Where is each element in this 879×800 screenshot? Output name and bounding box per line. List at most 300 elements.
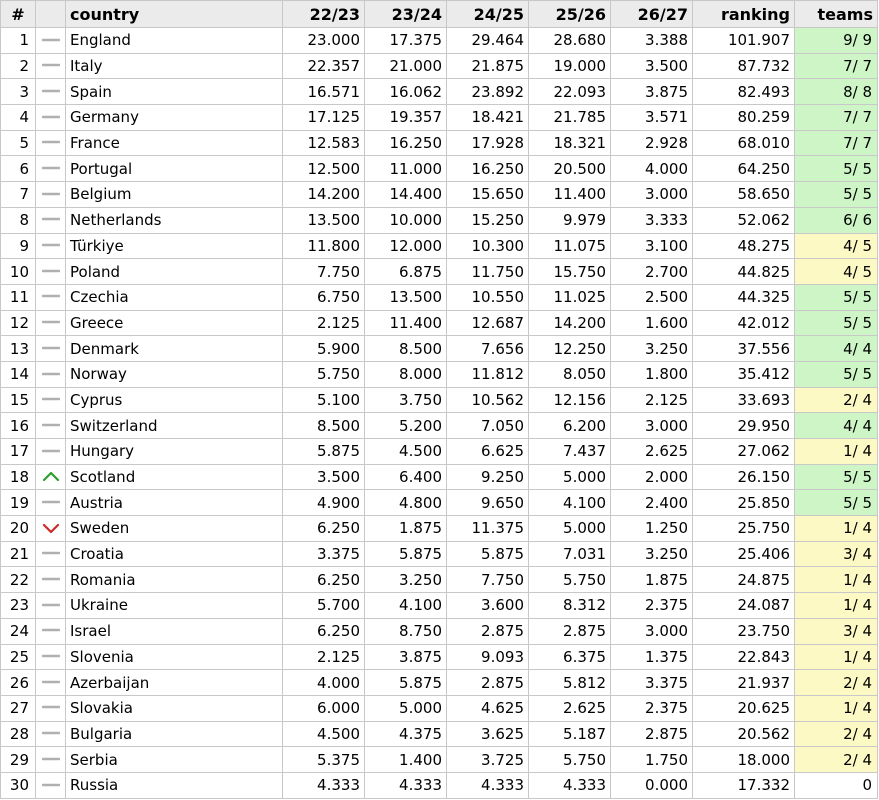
teams-cell: 7/ 7 [795, 53, 878, 79]
season-23-24-cell: 12.000 [365, 233, 447, 259]
season-26-27-cell: 0.000 [611, 772, 693, 798]
teams-cell: 8/ 8 [795, 79, 878, 105]
season-26-27-cell: 3.375 [611, 670, 693, 696]
country-cell: Greece [66, 310, 283, 336]
season-22-23-cell: 5.100 [283, 387, 365, 413]
rank-cell: 6 [1, 156, 36, 182]
trend-cell [36, 28, 66, 54]
season-26-27-cell: 2.500 [611, 284, 693, 310]
country-cell: Bulgaria [66, 721, 283, 747]
season-23-24-cell: 8.000 [365, 361, 447, 387]
season-22-23-cell: 14.200 [283, 182, 365, 208]
season-23-24-cell: 3.875 [365, 644, 447, 670]
trend-cell [36, 79, 66, 105]
rank-cell: 16 [1, 413, 36, 439]
table-row [1, 695, 878, 721]
season-25-26-cell: 6.375 [529, 644, 611, 670]
season-24-25-cell: 10.562 [447, 387, 529, 413]
season-24-25-cell: 9.250 [447, 464, 529, 490]
trend-cell [36, 644, 66, 670]
season-24-25-cell: 16.250 [447, 156, 529, 182]
trend-unchanged-icon [42, 57, 60, 75]
teams-cell: 5/ 5 [795, 284, 878, 310]
season-24-25-cell: 10.300 [447, 233, 529, 259]
season-22-23-cell: 6.000 [283, 695, 365, 721]
table-row [1, 413, 878, 439]
season-25-26-cell: 11.400 [529, 182, 611, 208]
season-26-27-cell: 2.000 [611, 464, 693, 490]
season-24-25-cell: 4.333 [447, 772, 529, 798]
trend-cell [36, 464, 66, 490]
country-cell: France [66, 130, 283, 156]
season-22-23-cell: 4.900 [283, 490, 365, 516]
trend-cell [36, 618, 66, 644]
table-row [1, 670, 878, 696]
ranking-cell: 25.750 [693, 516, 795, 542]
season-24-25-cell: 15.650 [447, 182, 529, 208]
header-rank[interactable]: # [1, 1, 36, 28]
trend-cell [36, 721, 66, 747]
trend-down-icon [42, 520, 60, 538]
trend-cell [36, 772, 66, 798]
trend-unchanged-icon [42, 211, 60, 229]
country-cell: Norway [66, 361, 283, 387]
season-25-26-cell: 8.312 [529, 593, 611, 619]
country-cell: Poland [66, 259, 283, 285]
rank-cell: 26 [1, 670, 36, 696]
table-row [1, 464, 878, 490]
trend-cell [36, 413, 66, 439]
season-22-23-cell: 23.000 [283, 28, 365, 54]
season-25-26-cell: 7.437 [529, 439, 611, 465]
header-teams[interactable]: teams [795, 1, 878, 28]
trend-unchanged-icon [42, 288, 60, 306]
country-cell: Sweden [66, 516, 283, 542]
trend-unchanged-icon [42, 597, 60, 615]
season-22-23-cell: 3.500 [283, 464, 365, 490]
season-25-26-cell: 20.500 [529, 156, 611, 182]
trend-cell [36, 593, 66, 619]
season-26-27-cell: 1.800 [611, 361, 693, 387]
trend-cell [36, 207, 66, 233]
ranking-cell: 33.693 [693, 387, 795, 413]
season-24-25-cell: 6.625 [447, 439, 529, 465]
trend-unchanged-icon [42, 263, 60, 281]
season-26-27-cell: 3.571 [611, 105, 693, 131]
rank-cell: 25 [1, 644, 36, 670]
rank-cell: 21 [1, 541, 36, 567]
table-row [1, 156, 878, 182]
season-23-24-cell: 4.333 [365, 772, 447, 798]
season-23-24-cell: 1.400 [365, 747, 447, 773]
table-row [1, 233, 878, 259]
trend-unchanged-icon [42, 725, 60, 743]
ranking-cell: 52.062 [693, 207, 795, 233]
trend-cell [36, 747, 66, 773]
rank-cell: 22 [1, 567, 36, 593]
trend-cell [36, 284, 66, 310]
trend-cell [36, 156, 66, 182]
season-22-23-cell: 6.250 [283, 516, 365, 542]
season-24-25-cell: 23.892 [447, 79, 529, 105]
rank-cell: 7 [1, 182, 36, 208]
season-26-27-cell: 2.375 [611, 695, 693, 721]
season-26-27-cell: 1.375 [611, 644, 693, 670]
table-row [1, 439, 878, 465]
ranking-cell: 20.562 [693, 721, 795, 747]
season-24-25-cell: 5.875 [447, 541, 529, 567]
season-23-24-cell: 16.062 [365, 79, 447, 105]
country-cell: Switzerland [66, 413, 283, 439]
rank-cell: 9 [1, 233, 36, 259]
table-row [1, 130, 878, 156]
ranking-cell: 26.150 [693, 464, 795, 490]
season-26-27-cell: 2.875 [611, 721, 693, 747]
season-26-27-cell: 1.250 [611, 516, 693, 542]
rank-cell: 27 [1, 695, 36, 721]
season-23-24-cell: 8.750 [365, 618, 447, 644]
table-row [1, 53, 878, 79]
ranking-cell: 35.412 [693, 361, 795, 387]
trend-unchanged-icon [42, 751, 60, 769]
season-22-23-cell: 4.000 [283, 670, 365, 696]
season-22-23-cell: 7.750 [283, 259, 365, 285]
season-22-23-cell: 5.900 [283, 336, 365, 362]
trend-cell [36, 105, 66, 131]
trend-unchanged-icon [42, 160, 60, 178]
teams-cell: 9/ 9 [795, 28, 878, 54]
table-row [1, 259, 878, 285]
rank-cell: 20 [1, 516, 36, 542]
season-25-26-cell: 6.200 [529, 413, 611, 439]
ranking-cell: 37.556 [693, 336, 795, 362]
season-25-26-cell: 14.200 [529, 310, 611, 336]
trend-cell [36, 567, 66, 593]
header-country[interactable]: country [66, 1, 283, 28]
trend-cell [36, 670, 66, 696]
teams-cell: 5/ 5 [795, 182, 878, 208]
table-row [1, 284, 878, 310]
season-23-24-cell: 5.875 [365, 670, 447, 696]
rank-cell: 14 [1, 361, 36, 387]
season-25-26-cell: 7.031 [529, 541, 611, 567]
header-ranking[interactable]: ranking [693, 1, 795, 28]
season-22-23-cell: 5.700 [283, 593, 365, 619]
season-25-26-cell: 2.875 [529, 618, 611, 644]
country-cell: Azerbaijan [66, 670, 283, 696]
season-25-26-cell: 15.750 [529, 259, 611, 285]
ranking-cell: 87.732 [693, 53, 795, 79]
ranking-cell: 68.010 [693, 130, 795, 156]
ranking-cell: 22.843 [693, 644, 795, 670]
trend-unchanged-icon [42, 571, 60, 589]
country-cell: Ukraine [66, 593, 283, 619]
rank-cell: 18 [1, 464, 36, 490]
trend-unchanged-icon [42, 648, 60, 666]
table-row [1, 721, 878, 747]
season-22-23-cell: 2.125 [283, 644, 365, 670]
rank-cell: 5 [1, 130, 36, 156]
ranking-cell: 23.750 [693, 618, 795, 644]
country-cell: Czechia [66, 284, 283, 310]
season-25-26-cell: 12.250 [529, 336, 611, 362]
table-row [1, 567, 878, 593]
season-24-25-cell: 21.875 [447, 53, 529, 79]
country-cell: Portugal [66, 156, 283, 182]
ranking-cell: 29.950 [693, 413, 795, 439]
ranking-cell: 24.087 [693, 593, 795, 619]
season-23-24-cell: 1.875 [365, 516, 447, 542]
season-22-23-cell: 6.250 [283, 618, 365, 644]
country-cell: Germany [66, 105, 283, 131]
trend-unchanged-icon [42, 340, 60, 358]
season-22-23-cell: 6.750 [283, 284, 365, 310]
trend-cell [36, 233, 66, 259]
season-23-24-cell: 4.100 [365, 593, 447, 619]
table-row [1, 772, 878, 798]
table-row [1, 516, 878, 542]
teams-cell: 1/ 4 [795, 439, 878, 465]
table-row [1, 541, 878, 567]
season-22-23-cell: 13.500 [283, 207, 365, 233]
season-23-24-cell: 8.500 [365, 336, 447, 362]
table-row [1, 28, 878, 54]
table-row [1, 618, 878, 644]
season-23-24-cell: 4.500 [365, 439, 447, 465]
season-25-26-cell: 5.750 [529, 567, 611, 593]
teams-cell: 1/ 4 [795, 593, 878, 619]
trend-cell [36, 516, 66, 542]
rank-cell: 8 [1, 207, 36, 233]
teams-cell: 6/ 6 [795, 207, 878, 233]
rank-cell: 24 [1, 618, 36, 644]
country-cell: Belgium [66, 182, 283, 208]
trend-cell [36, 130, 66, 156]
trend-up-icon [42, 468, 60, 486]
table-body [1, 28, 878, 799]
rank-cell: 10 [1, 259, 36, 285]
season-26-27-cell: 2.375 [611, 593, 693, 619]
season-25-26-cell: 9.979 [529, 207, 611, 233]
season-25-26-cell: 5.000 [529, 516, 611, 542]
trend-cell [36, 310, 66, 336]
rank-cell: 2 [1, 53, 36, 79]
season-26-27-cell: 3.000 [611, 182, 693, 208]
season-22-23-cell: 12.583 [283, 130, 365, 156]
teams-cell: 2/ 4 [795, 387, 878, 413]
country-cell: Italy [66, 53, 283, 79]
trend-unchanged-icon [42, 83, 60, 101]
season-24-25-cell: 12.687 [447, 310, 529, 336]
season-23-24-cell: 5.200 [365, 413, 447, 439]
season-24-25-cell: 11.375 [447, 516, 529, 542]
season-25-26-cell: 12.156 [529, 387, 611, 413]
season-24-25-cell: 3.625 [447, 721, 529, 747]
season-23-24-cell: 11.400 [365, 310, 447, 336]
table-row [1, 361, 878, 387]
season-22-23-cell: 16.571 [283, 79, 365, 105]
country-cell: Spain [66, 79, 283, 105]
table-row [1, 79, 878, 105]
season-24-25-cell: 15.250 [447, 207, 529, 233]
ranking-cell: 44.825 [693, 259, 795, 285]
season-22-23-cell: 4.333 [283, 772, 365, 798]
ranking-cell: 58.650 [693, 182, 795, 208]
teams-cell: 1/ 4 [795, 644, 878, 670]
season-22-23-cell: 12.500 [283, 156, 365, 182]
header-season-23-24[interactable]: 23/24 [365, 1, 447, 28]
teams-cell: 5/ 5 [795, 310, 878, 336]
ranking-cell: 42.012 [693, 310, 795, 336]
header-season-22-23[interactable]: 22/23 [283, 1, 365, 28]
ranking-cell: 80.259 [693, 105, 795, 131]
season-25-26-cell: 4.333 [529, 772, 611, 798]
trend-cell [36, 490, 66, 516]
season-25-26-cell: 2.625 [529, 695, 611, 721]
country-cell: Cyprus [66, 387, 283, 413]
rank-cell: 28 [1, 721, 36, 747]
header-season-25-26[interactable]: 25/26 [529, 1, 611, 28]
rank-cell: 30 [1, 772, 36, 798]
ranking-cell: 82.493 [693, 79, 795, 105]
season-25-26-cell: 5.187 [529, 721, 611, 747]
season-23-24-cell: 11.000 [365, 156, 447, 182]
season-22-23-cell: 5.375 [283, 747, 365, 773]
table-row [1, 644, 878, 670]
season-25-26-cell: 21.785 [529, 105, 611, 131]
trend-cell [36, 439, 66, 465]
trend-unchanged-icon [42, 417, 60, 435]
ranking-cell: 18.000 [693, 747, 795, 773]
header-season-24-25[interactable]: 24/25 [447, 1, 529, 28]
season-24-25-cell: 9.650 [447, 490, 529, 516]
teams-cell: 3/ 4 [795, 618, 878, 644]
trend-cell [36, 53, 66, 79]
season-25-26-cell: 5.812 [529, 670, 611, 696]
season-24-25-cell: 29.464 [447, 28, 529, 54]
teams-cell: 5/ 5 [795, 464, 878, 490]
header-season-26-27[interactable]: 26/27 [611, 1, 693, 28]
trend-cell [36, 541, 66, 567]
season-23-24-cell: 13.500 [365, 284, 447, 310]
season-22-23-cell: 3.375 [283, 541, 365, 567]
teams-cell: 7/ 7 [795, 130, 878, 156]
season-26-27-cell: 3.500 [611, 53, 693, 79]
season-25-26-cell: 22.093 [529, 79, 611, 105]
season-24-25-cell: 2.875 [447, 618, 529, 644]
teams-cell: 1/ 4 [795, 567, 878, 593]
table-row [1, 387, 878, 413]
teams-cell: 5/ 5 [795, 361, 878, 387]
table-row [1, 182, 878, 208]
header-row [1, 1, 878, 28]
trend-unchanged-icon [42, 391, 60, 409]
season-26-27-cell: 3.250 [611, 336, 693, 362]
season-23-24-cell: 21.000 [365, 53, 447, 79]
country-cell: Slovenia [66, 644, 283, 670]
trend-unchanged-icon [42, 443, 60, 461]
country-cell: Austria [66, 490, 283, 516]
teams-cell: 4/ 5 [795, 259, 878, 285]
rank-cell: 29 [1, 747, 36, 773]
season-23-24-cell: 4.800 [365, 490, 447, 516]
country-cell: Russia [66, 772, 283, 798]
rank-cell: 1 [1, 28, 36, 54]
trend-unchanged-icon [42, 622, 60, 640]
season-25-26-cell: 19.000 [529, 53, 611, 79]
country-cell: Romania [66, 567, 283, 593]
ranking-cell: 27.062 [693, 439, 795, 465]
teams-cell: 7/ 7 [795, 105, 878, 131]
trend-unchanged-icon [42, 494, 60, 512]
season-26-27-cell: 2.928 [611, 130, 693, 156]
table-row [1, 593, 878, 619]
season-23-24-cell: 6.400 [365, 464, 447, 490]
ranking-cell: 101.907 [693, 28, 795, 54]
rank-cell: 12 [1, 310, 36, 336]
country-cell: Croatia [66, 541, 283, 567]
trend-unchanged-icon [42, 674, 60, 692]
trend-cell [36, 259, 66, 285]
ranking-cell: 44.325 [693, 284, 795, 310]
season-26-27-cell: 3.100 [611, 233, 693, 259]
season-24-25-cell: 11.812 [447, 361, 529, 387]
teams-cell: 1/ 4 [795, 516, 878, 542]
rank-cell: 17 [1, 439, 36, 465]
table-row [1, 336, 878, 362]
rank-cell: 15 [1, 387, 36, 413]
ranking-cell: 24.875 [693, 567, 795, 593]
season-26-27-cell: 3.000 [611, 413, 693, 439]
season-24-25-cell: 3.725 [447, 747, 529, 773]
rank-cell: 13 [1, 336, 36, 362]
country-cell: Slovakia [66, 695, 283, 721]
trend-unchanged-icon [42, 32, 60, 50]
table-row [1, 490, 878, 516]
season-22-23-cell: 2.125 [283, 310, 365, 336]
rank-cell: 3 [1, 79, 36, 105]
trend-cell [36, 182, 66, 208]
trend-unchanged-icon [42, 237, 60, 255]
country-cell: Denmark [66, 336, 283, 362]
season-25-26-cell: 11.025 [529, 284, 611, 310]
season-23-24-cell: 5.000 [365, 695, 447, 721]
trend-cell [36, 336, 66, 362]
season-25-26-cell: 18.321 [529, 130, 611, 156]
season-22-23-cell: 8.500 [283, 413, 365, 439]
ranking-cell: 25.406 [693, 541, 795, 567]
trend-unchanged-icon [42, 777, 60, 795]
country-cell: Hungary [66, 439, 283, 465]
season-26-27-cell: 1.875 [611, 567, 693, 593]
country-cell: Serbia [66, 747, 283, 773]
trend-cell [36, 387, 66, 413]
teams-cell: 1/ 4 [795, 695, 878, 721]
table-row [1, 747, 878, 773]
season-26-27-cell: 3.000 [611, 618, 693, 644]
teams-cell: 4/ 4 [795, 336, 878, 362]
season-26-27-cell: 2.625 [611, 439, 693, 465]
season-23-24-cell: 16.250 [365, 130, 447, 156]
season-23-24-cell: 6.875 [365, 259, 447, 285]
trend-unchanged-icon [42, 186, 60, 204]
rank-cell: 19 [1, 490, 36, 516]
ranking-cell: 21.937 [693, 670, 795, 696]
season-26-27-cell: 3.250 [611, 541, 693, 567]
country-cell: Scotland [66, 464, 283, 490]
trend-unchanged-icon [42, 109, 60, 127]
season-26-27-cell: 1.600 [611, 310, 693, 336]
